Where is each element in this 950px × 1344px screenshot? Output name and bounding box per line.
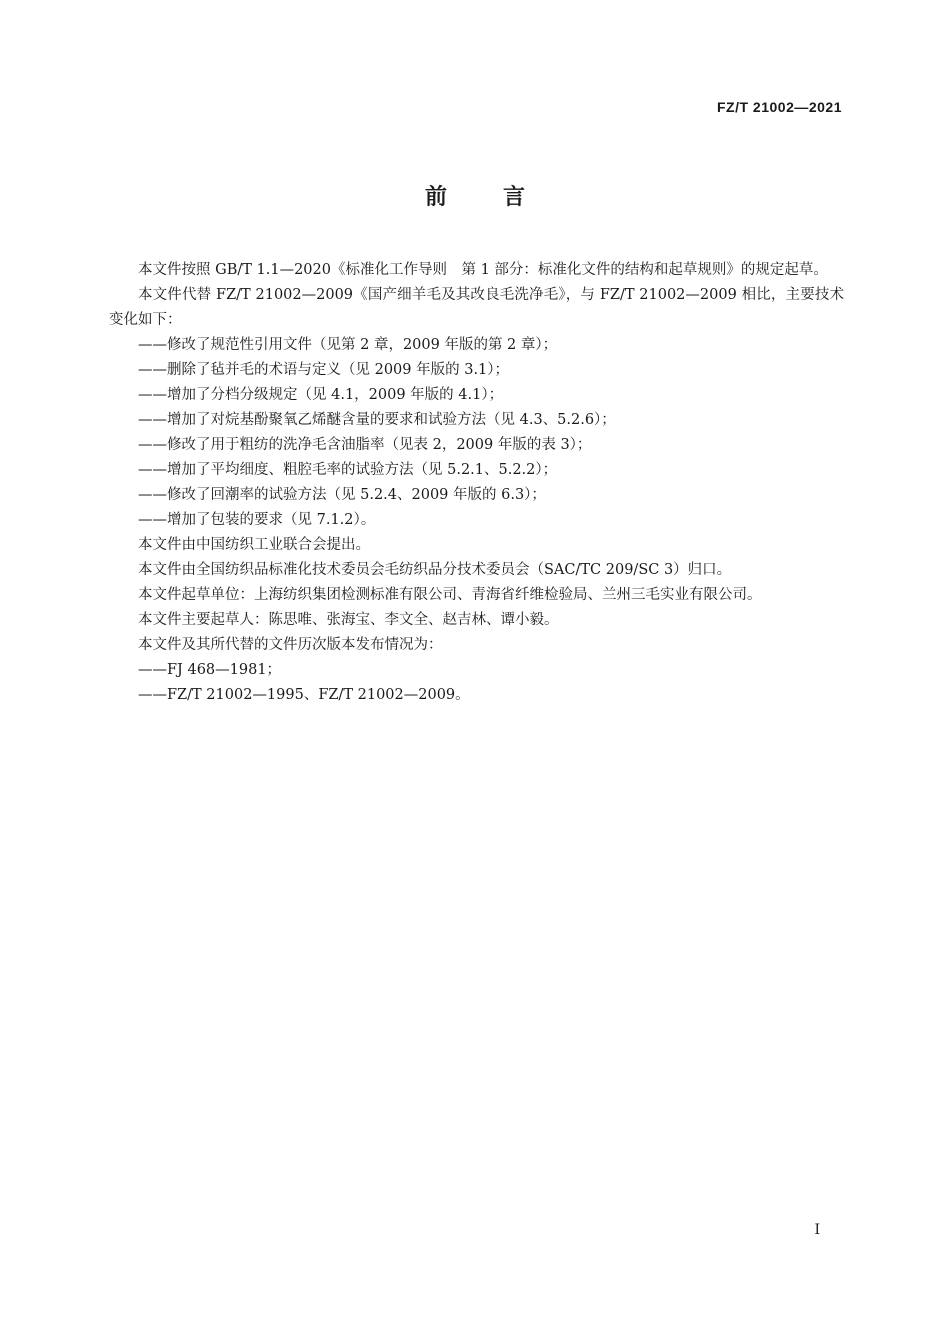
change-item: ——增加了平均细度、粗腔毛率的试验方法（见 5.2.1、5.2.2）； bbox=[138, 462, 558, 478]
change-item: ——增加了对烷基酚聚氧乙烯醚含量的要求和试验方法（见 4.3、5.2.6）； bbox=[138, 412, 616, 428]
history-item: ——FJ 468—1981； bbox=[138, 662, 282, 678]
change-item: ——增加了包装的要求（见 7.1.2）。 bbox=[138, 512, 376, 528]
history-item: ——FZ/T 21002—1995、FZ/T 21002—2009。 bbox=[138, 687, 470, 703]
drafters-statement: 本文件主要起草人：陈思唯、张海宝、李文全、赵吉林、谭小毅。 bbox=[138, 612, 559, 628]
committee-statement: 本文件由全国纺织品标准化技术委员会毛纺织品分技术委员会（SAC/TC 209/SC 3）归口。 bbox=[138, 562, 732, 578]
technical-changes-list bbox=[109, 333, 844, 533]
drafting-rule-paragraph: 本文件按照 GB/T 1.1—2020《标准化工作导则 第 1 部分：标准化文件的结构和起草规则》的规定起草。 bbox=[138, 262, 828, 278]
document-body bbox=[109, 258, 844, 708]
replacement-paragraph: 本文件代替 FZ/T 21002—2009《国产细羊毛及其改良毛洗净毛》，与 FZ/T 21002—2009 相比，主要技术变化如下： bbox=[109, 287, 844, 328]
version-history-list bbox=[109, 658, 844, 708]
page-title: 前言 bbox=[424, 185, 581, 210]
proposer-statement: 本文件由中国纺织工业联合会提出。 bbox=[138, 537, 370, 553]
change-item: ——修改了规范性引用文件（见第 2 章，2009 年版的第 2 章）； bbox=[138, 337, 558, 353]
change-item: ——修改了回潮率的试验方法（见 5.2.4、2009 年版的 6.3）； bbox=[138, 487, 546, 503]
change-item: ——增加了分档分级规定（见 4.1，2009 年版的 4.1）； bbox=[138, 387, 504, 403]
page-number: I bbox=[814, 1222, 820, 1238]
drafting-units-statement: 本文件起草单位：上海纺织集团检测标准有限公司、青海省纤维检验局、兰州三毛实业有限公司。 bbox=[138, 587, 762, 603]
version-history-statement: 本文件及其所代替的文件历次版本发布情况为： bbox=[138, 637, 443, 653]
change-item: ——修改了用于粗纺的洗净毛含油脂率（见表 2，2009 年版的表 3）； bbox=[138, 437, 592, 453]
document-code: FZ/T 21002—2021 bbox=[716, 99, 842, 115]
change-item: ——删除了毡并毛的术语与定义（见 2009 年版的 3.1）； bbox=[138, 362, 510, 378]
